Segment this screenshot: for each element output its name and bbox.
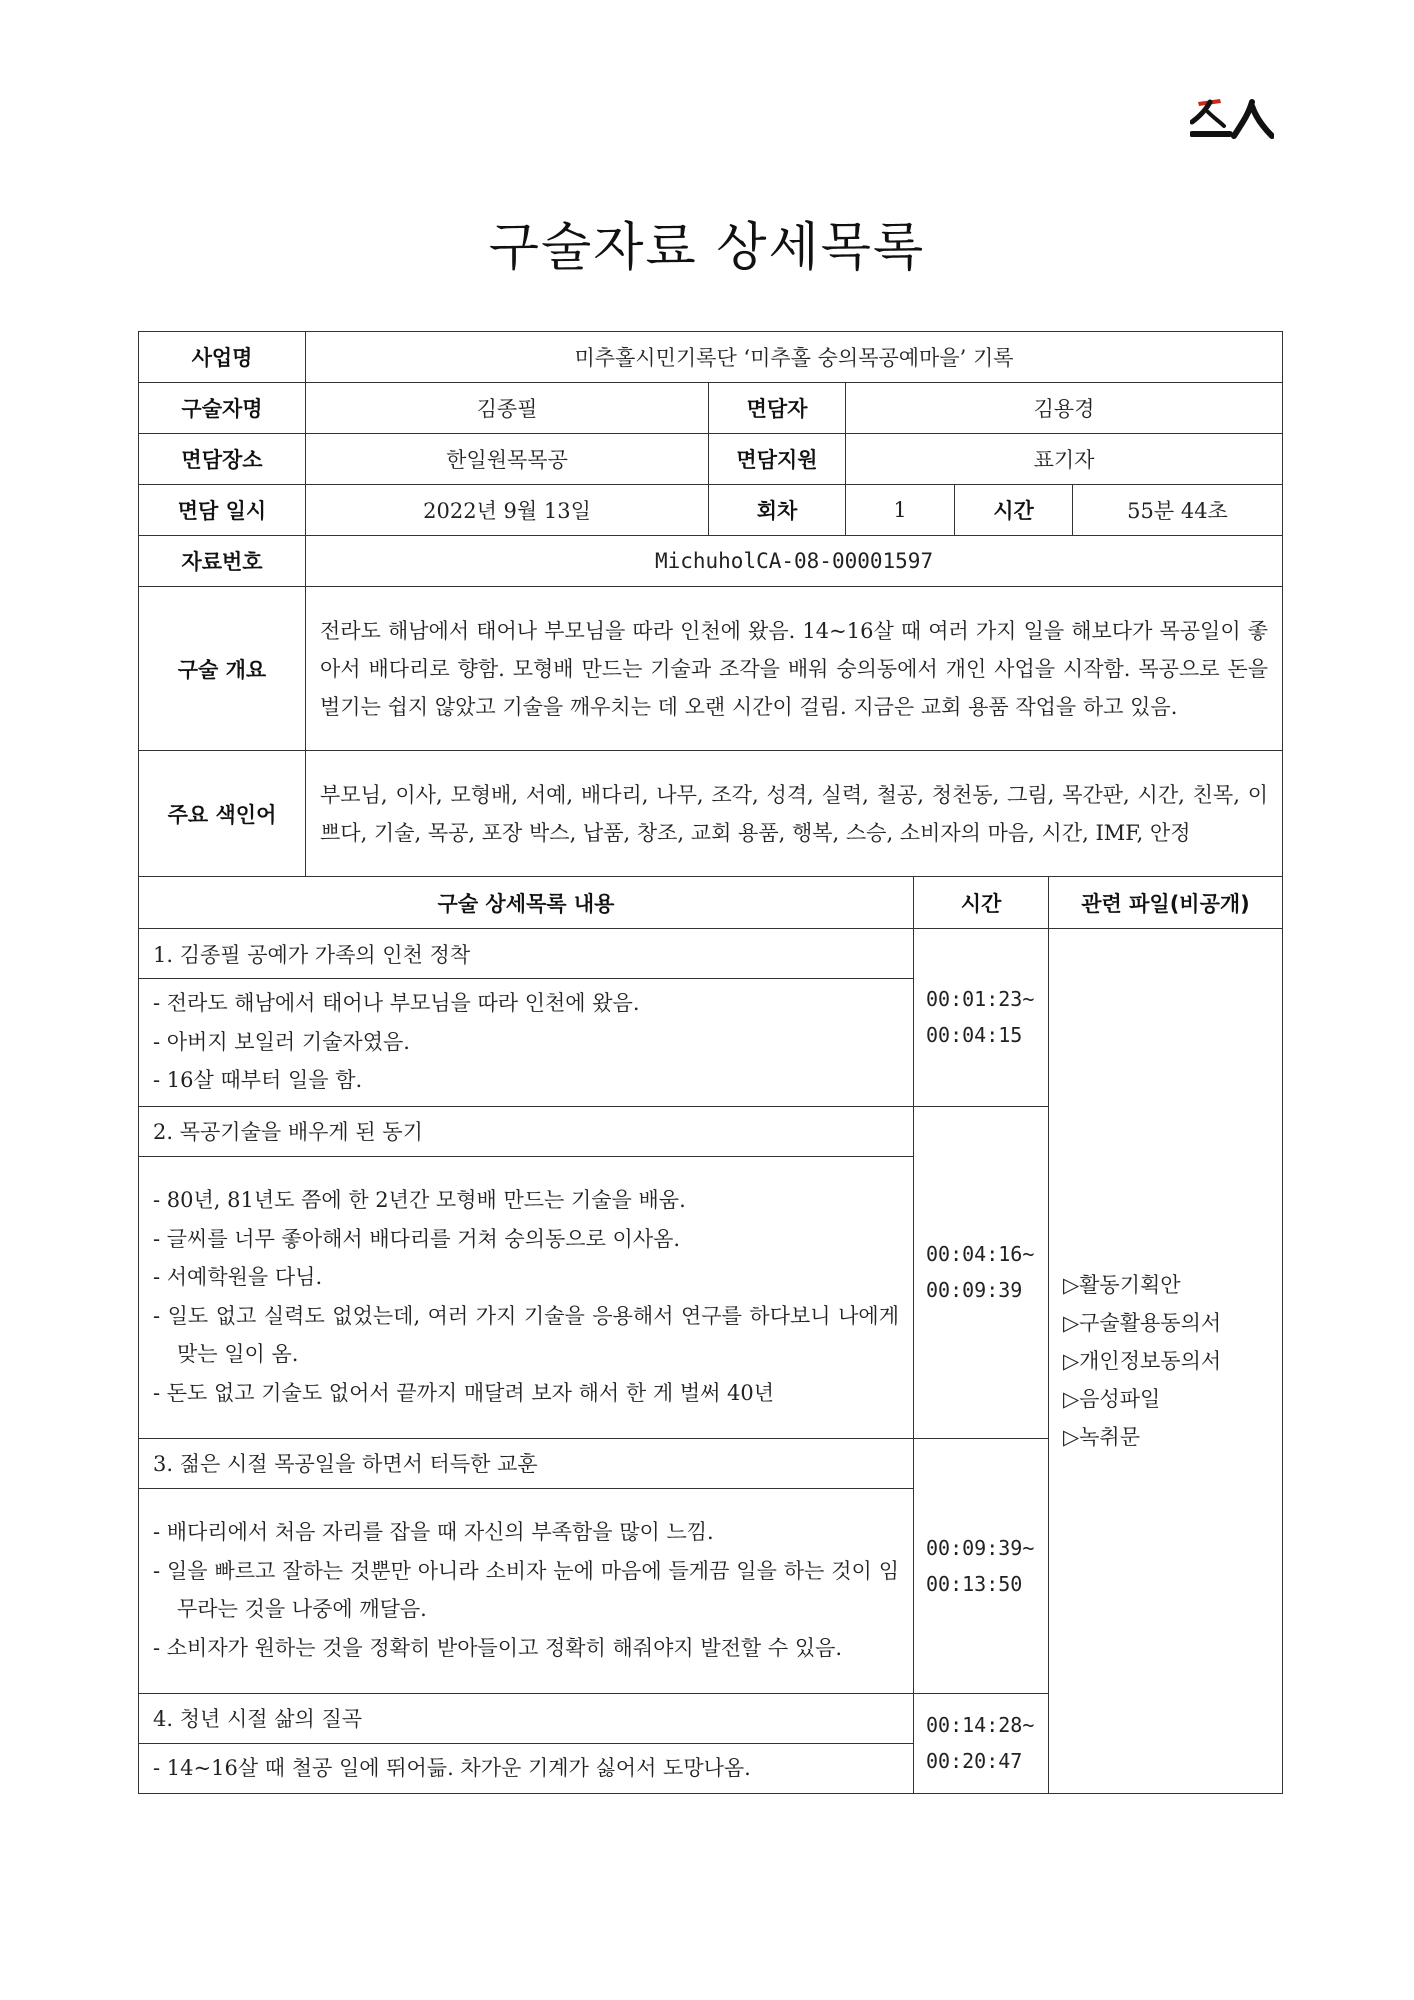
page-title: 구술자료 상세목록: [488, 218, 926, 278]
header-files: 관련 파일(비공개): [1049, 877, 1283, 929]
time-end: 00:04:15: [926, 1023, 1023, 1048]
list-item: - 80년, 81년도 쯤에 한 2년간 모형배 만드는 기술을 배움.: [153, 1188, 686, 1212]
time-end: 00:20:47: [926, 1749, 1023, 1774]
keywords-row: [139, 751, 1283, 877]
section-time: [914, 1438, 1049, 1693]
duration-value: 55분 44초: [1073, 485, 1283, 536]
support-value: 표기자: [846, 434, 1283, 485]
list-item: - 소비자가 원하는 것을 정확히 받아들이고 정확히 해줘야지 발전할 수 있음.: [153, 1635, 843, 1660]
narrator-label: 구술자명: [139, 383, 306, 434]
section-title: 1. 김종필 공예가 가족의 인천 정착: [139, 929, 914, 979]
interviewer-label: 면담자: [709, 383, 846, 434]
session-label: 회차: [709, 485, 846, 536]
detail-header-row: [139, 877, 1283, 929]
list-item: - 전라도 해남에서 태어나 부모님을 따라 인천에 왔음.: [153, 991, 640, 1015]
time-start: 00:01:23~: [926, 987, 1035, 1012]
list-item: - 14~16살 때 철공 일에 뛰어듦. 차가운 기계가 싫어서 도망나옴.: [153, 1755, 751, 1780]
summary-row: [139, 587, 1283, 751]
record-no-value: MichuholCA-08-00001597: [306, 536, 1283, 587]
place-value: 한일원목목공: [306, 434, 709, 485]
list-item: - 아버지 보일러 기술자였음.: [153, 1029, 410, 1054]
time-end: 00:13:50: [926, 1571, 1023, 1596]
archive-logo-icon: [1190, 96, 1274, 140]
keywords-value: 부모님, 이사, 모형배, 서예, 배다리, 나무, 조각, 성격, 실력, 철공, 청천동, 그림, 목간판, 시간, 친목, 이쁘다, 기술, 목공, 포장 박스, 납품, 창조, 교회 용품, 행복, 스승, 소비자의 마음, 시간, IMF, 안정: [306, 751, 1283, 877]
time-start: 00:09:39~: [926, 1535, 1035, 1560]
time-start: 00:14:28~: [926, 1713, 1035, 1738]
keywords-label: 주요 색인어: [139, 751, 306, 877]
support-label: 면담지원: [709, 434, 846, 485]
file-plan: ▷활동기획안: [1063, 1273, 1181, 1297]
section-title: 2. 목공기술을 배우게 된 동기: [139, 1106, 914, 1156]
section-time: [914, 1693, 1049, 1794]
place-row: [139, 434, 1283, 485]
header-time: 시간: [914, 877, 1049, 929]
date-row: [139, 485, 1283, 536]
file-privacy-consent: ▷개인정보동의서: [1063, 1349, 1222, 1373]
record-no-row: [139, 536, 1283, 587]
project-value: 미추홀시민기록단 ‘미추홀 숭의목공예마을’ 기록: [306, 332, 1283, 383]
narrator-value: 김종필: [306, 383, 709, 434]
project-label: 사업명: [139, 332, 306, 383]
list-item: - 글씨를 너무 좋아해서 배다리를 거쳐 숭의동으로 이사옴.: [153, 1226, 681, 1251]
list-item: - 서예학원을 다님.: [153, 1265, 323, 1289]
section-title: 4. 청년 시절 삶의 질곡: [139, 1693, 914, 1743]
header-content: 구술 상세목록 내용: [139, 877, 914, 929]
detail-list-table: [138, 876, 1283, 1794]
date-label: 면담 일시: [139, 485, 306, 536]
list-item: - 일을 빠르고 잘하는 것뿐만 아니라 소비자 눈에 마음에 들게끔 일을 하는 것이 임무라는 것을 나중에 깨달음.: [153, 1558, 899, 1621]
section-title: 3. 젊은 시절 목공일을 하면서 터득한 교훈: [139, 1438, 914, 1488]
time-end: 00:09:39: [926, 1278, 1023, 1302]
file-audio: ▷음성파일: [1063, 1387, 1161, 1411]
file-usage-consent: ▷구술활용동의서: [1063, 1311, 1222, 1335]
section-time: [914, 1106, 1049, 1438]
interviewer-value: 김용경: [846, 383, 1283, 434]
narrator-row: [139, 383, 1283, 434]
time-start: 00:04:16~: [926, 1242, 1035, 1266]
section-items: [139, 979, 914, 1107]
date-value: 2022년 9월 13일: [306, 485, 709, 536]
section-items: [139, 1488, 914, 1693]
section-time: [914, 929, 1049, 1107]
summary-label: 구술 개요: [139, 587, 306, 751]
related-files: [1049, 929, 1283, 1794]
list-item: - 일도 없고 실력도 없었는데, 여러 가지 기술을 응용해서 연구를 하다보니 나에게 맞는 일이 옴.: [153, 1303, 899, 1366]
file-transcript: ▷녹취문: [1063, 1425, 1141, 1449]
section-items: [139, 1743, 914, 1794]
session-value: 1: [846, 485, 955, 536]
summary-value: 전라도 해남에서 태어나 부모님을 따라 인천에 왔음. 14~16살 때 여러 가지 일을 해보다가 목공일이 좋아서 배다리로 향함. 모형배 만드는 기술과 조각을 배워 숭의동에서 개인 사업을 시작함. 목공으로 돈을 벌기는 쉽지 않았고 기술을 깨우치는 데 오랜 시간이 걸림. 지금은 교회 용품 작업을 하고 있음.: [306, 587, 1283, 751]
place-label: 면담장소: [139, 434, 306, 485]
project-row: [139, 332, 1283, 383]
section-items: [139, 1156, 914, 1438]
section-title-row: [139, 929, 1283, 979]
interview-info-table: [138, 331, 1283, 877]
record-no-label: 자료번호: [139, 536, 306, 587]
list-item: - 돈도 없고 기술도 없어서 끝까지 매달려 보자 해서 한 게 벌써 40년: [153, 1380, 775, 1405]
duration-label: 시간: [955, 485, 1073, 536]
list-item: - 배다리에서 처음 자리를 잡을 때 자신의 부족함을 많이 느낌.: [153, 1520, 714, 1544]
list-item: - 16살 때부터 일을 함.: [153, 1068, 363, 1092]
